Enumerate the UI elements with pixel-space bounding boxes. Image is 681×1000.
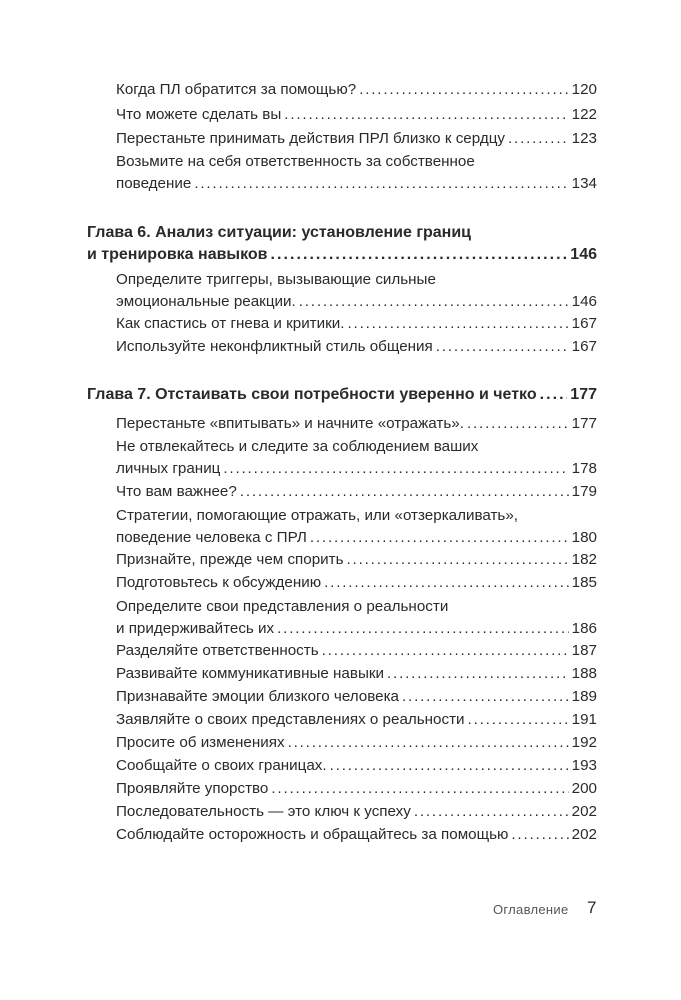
entry-title-cont: эмоциональные реакции. — [116, 293, 296, 310]
toc-entry — [116, 755, 597, 777]
leader-dots — [284, 104, 568, 126]
entry-title: Соблюдайте осторожность и обращайтесь за помощью — [116, 826, 509, 843]
leader-dots — [359, 79, 568, 101]
entry-title: Когда ПЛ обратится за помощью? — [116, 81, 357, 98]
entry-title: Перестаньте принимать действия ПРЛ близко к сердцу — [116, 130, 505, 147]
chapter-title: Глава 7. Отстаивать свои потребности уверенно и четко — [87, 386, 537, 403]
leader-dots — [414, 801, 569, 823]
leader-dots — [299, 291, 569, 313]
entry-page: 120 — [571, 81, 597, 98]
entry-page: 178 — [571, 460, 597, 477]
entry-title: Как спастись от гнева и критики. — [116, 315, 345, 332]
entry-page: 186 — [571, 620, 597, 637]
entry-page: 122 — [571, 106, 597, 123]
toc-entry — [116, 336, 597, 358]
toc-entry — [116, 413, 597, 435]
entry-page: 200 — [571, 780, 597, 797]
entry-title: Признайте, прежде чем спорить — [116, 551, 344, 568]
entry-page: 177 — [571, 415, 597, 432]
entry-title: Что можете сделать вы — [116, 106, 282, 123]
toc-entry — [116, 313, 597, 335]
leader-dots — [310, 527, 569, 549]
entry-title: Просите об изменениях — [116, 734, 285, 751]
entry-page: 146 — [571, 293, 597, 310]
chapter-page: 146 — [570, 246, 597, 263]
entry-title: Возьмите на себя ответственность за собственное — [116, 153, 475, 170]
page-number: 7 — [587, 898, 597, 917]
leader-dots — [271, 244, 568, 266]
toc-entry — [116, 128, 597, 150]
toc-entry — [116, 686, 597, 708]
entry-title: Признавайте эмоции близкого человека — [116, 688, 400, 705]
toc-entry — [116, 640, 597, 662]
leader-dots — [223, 458, 568, 480]
chapter-title: Глава 6. Анализ ситуации: установление границ — [87, 224, 472, 241]
entry-title: Разделяйте ответственность — [116, 642, 319, 659]
entry-title: Последовательность — это ключ к успеху — [116, 803, 411, 820]
toc-entry — [116, 596, 597, 640]
entry-title: Стратегии, помогающие отражать, или «отзеркаливать», — [116, 507, 519, 524]
leader-dots — [468, 709, 569, 731]
entry-title: Заявляйте о своих представлениях о реальности — [116, 711, 465, 728]
toc-entry — [116, 104, 597, 126]
entry-title-cont: и придерживайтесь их — [116, 620, 275, 637]
entry-page: 193 — [571, 757, 597, 774]
toc-entry — [116, 79, 597, 101]
entry-page: 192 — [571, 734, 597, 751]
leader-dots — [277, 618, 569, 640]
toc-entry — [116, 663, 597, 685]
toc-entry — [116, 778, 597, 800]
entry-title-cont: поведение — [116, 175, 192, 192]
chapter-page: 177 — [570, 386, 597, 403]
entry-title: Развивайте коммуникативные навыки — [116, 665, 384, 682]
leader-dots — [540, 384, 568, 406]
entry-title: Сообщайте о своих границах. — [116, 757, 327, 774]
leader-dots — [436, 336, 569, 358]
leader-dots — [508, 128, 569, 150]
entry-title-cont: поведение человека с ПРЛ — [116, 529, 307, 546]
entry-title: Определите свои представления о реальности — [116, 598, 449, 615]
leader-dots — [347, 549, 569, 571]
toc-chapter — [87, 222, 597, 266]
leader-dots — [240, 481, 569, 503]
leader-dots — [347, 313, 568, 335]
entry-page: 134 — [571, 175, 597, 192]
leader-dots — [330, 755, 569, 777]
entry-page: 185 — [571, 574, 597, 591]
toc-chapter — [87, 384, 597, 406]
toc-entry — [116, 709, 597, 731]
entry-page: 180 — [571, 529, 597, 546]
leader-dots — [387, 663, 569, 685]
toc-entry — [116, 505, 597, 549]
leader-dots — [467, 413, 569, 435]
entry-page: 123 — [571, 130, 597, 147]
entry-page: 202 — [571, 826, 597, 843]
toc-entry — [116, 824, 597, 846]
entry-page: 187 — [571, 642, 597, 659]
toc-entry — [116, 732, 597, 754]
leader-dots — [194, 173, 568, 195]
entry-title: Используйте неконфликтный стиль общения — [116, 338, 433, 355]
toc-entry — [116, 481, 597, 503]
leader-dots — [511, 824, 568, 846]
entry-page: 202 — [571, 803, 597, 820]
leader-dots — [288, 732, 569, 754]
entry-page: 188 — [571, 665, 597, 682]
toc-entry — [116, 549, 597, 571]
entry-title: Не отвлекайтесь и следите за соблюдением ваших — [116, 438, 479, 455]
leader-dots — [322, 640, 569, 662]
toc-entry — [116, 572, 597, 594]
entry-page: 189 — [571, 688, 597, 705]
leader-dots — [402, 686, 569, 708]
toc-entry — [116, 801, 597, 823]
entry-page: 182 — [571, 551, 597, 568]
entry-title: Перестаньте «впитывать» и начните «отражать». — [116, 415, 464, 432]
entry-page: 179 — [571, 483, 597, 500]
toc-entry — [116, 436, 597, 480]
entry-title: Подготовьтесь к обсуждению — [116, 574, 322, 591]
entry-title: Что вам важнее? — [116, 483, 237, 500]
entry-title-cont: личных границ — [116, 460, 221, 477]
toc-entry — [116, 151, 597, 195]
entry-page: 191 — [571, 711, 597, 728]
entry-page: 167 — [571, 315, 597, 332]
entry-title: Определите триггеры, вызывающие сильные — [116, 271, 436, 288]
leader-dots — [324, 572, 569, 594]
entry-title: Проявляйте упорство — [116, 780, 269, 797]
entry-page: 167 — [571, 338, 597, 355]
toc-entry — [116, 269, 597, 313]
chapter-title-cont: и тренировка навыков — [87, 246, 268, 263]
leader-dots — [271, 778, 568, 800]
running-footer-section: Оглавление — [493, 902, 569, 917]
